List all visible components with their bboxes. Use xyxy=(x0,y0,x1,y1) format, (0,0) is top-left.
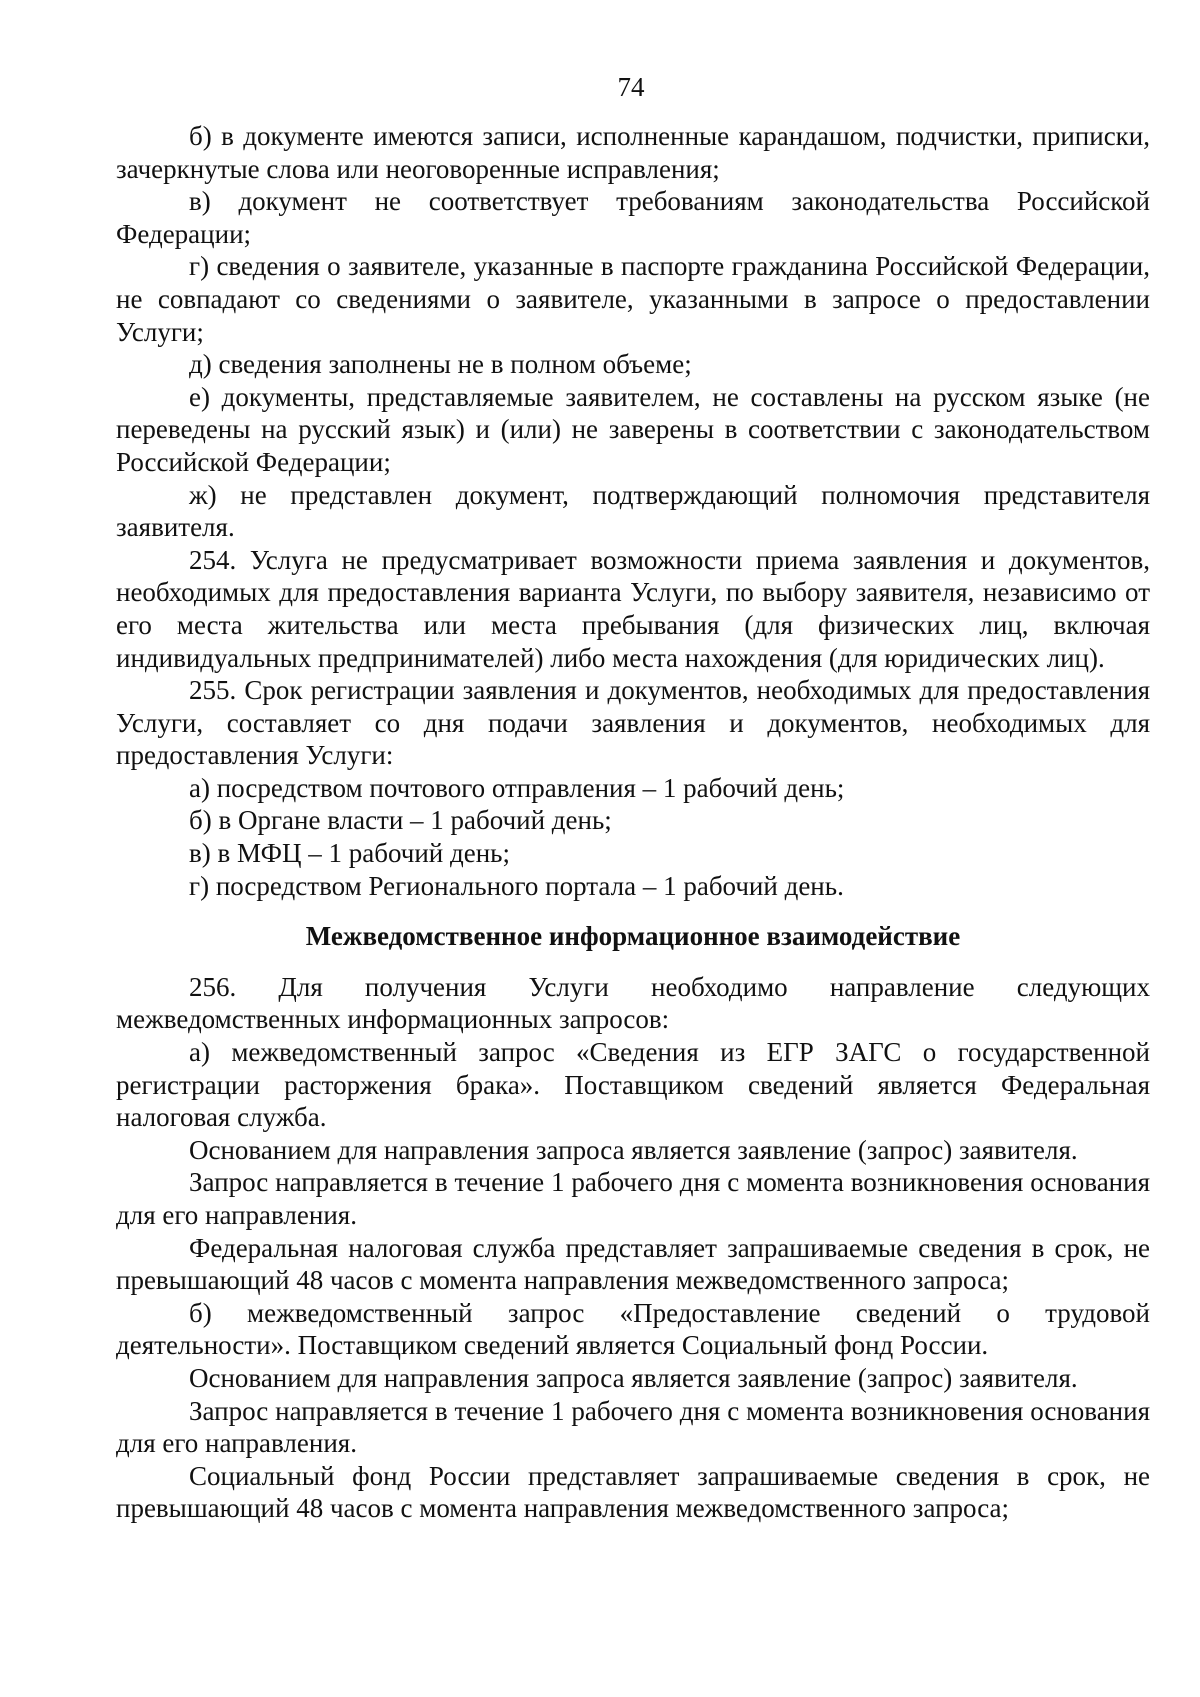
paragraph-item-e: е) документы, представляемые заявителем, не составлены на русском языке (не переведены на русский язык) и (или) не заверены в соответствии с законодательством Российской Федерации; xyxy=(116,381,1150,477)
paragraph-fns-deadline: Федеральная налоговая служба представляет запрашиваемые сведения в срок, не превышающий 48 часов с момента направления межведомственного запроса; xyxy=(116,1232,1150,1296)
paragraph-256-item-b: б) межведомственный запрос «Предоставление сведений о трудовой деятельности». Поставщиком сведений является Социальный фонд России. xyxy=(116,1297,1150,1361)
paragraph-256: 256. Для получения Услуги необходимо направление следующих межведомственных информационных запросов: xyxy=(116,971,1150,1035)
paragraph-255-item-v: в) в МФЦ – 1 рабочий день; xyxy=(189,838,510,869)
paragraph-255-item-b: б) в Органе власти – 1 рабочий день; xyxy=(189,805,612,836)
paragraph-255-item-a: а) посредством почтового отправления – 1 рабочий день; xyxy=(189,772,845,803)
paragraph-254: 254. Услуга не предусматривает возможности приема заявления и документов, необходимых для предоставления варианта Услуги, по выбору заявителя, независимо от его места жительства или места пребывания (для физических лиц, включая индивидуальных предпринимателей) либо места нахождения (для юридических лиц). xyxy=(116,544,1150,673)
paragraph-basis-2: Основанием для направления запроса является заявление (запрос) заявителя. xyxy=(189,1362,1078,1393)
paragraph-item-v: в) документ не соответствует требованиям законодательства Российской Федерации; xyxy=(116,186,1150,249)
paragraph-item-b: б) в документе имеются записи, исполненные карандашом, подчистки, приписки, зачеркнутые слова или неоговоренные исправления; xyxy=(116,121,1150,184)
page-content xyxy=(116,120,1150,1525)
paragraph-item-zh: ж) не представлен документ, подтверждающий полномочия представителя заявителя. xyxy=(116,479,1150,543)
paragraph-basis-1: Основанием для направления запроса является заявление (запрос) заявителя. xyxy=(189,1134,1078,1165)
paragraph-request-timing-1: Запрос направляется в течение 1 рабочего дня с момента возникновения основания для его направления. xyxy=(116,1167,1150,1230)
paragraph-sfr-deadline: Социальный фонд России представляет запрашиваемые сведения в срок, не превышающий 48 часов с момента направления межведомственного запроса; xyxy=(116,1460,1150,1524)
page-number: 74 xyxy=(617,72,645,102)
paragraph-item-g: г) сведения о заявителе, указанные в паспорте гражданина Российской Федерации, не совпадают со сведениями о заявителе, указанными в запросе о предоставлении Услуги; xyxy=(116,251,1150,347)
section-heading: Межведомственное информационное взаимодействие xyxy=(305,921,961,952)
paragraph-request-timing-2: Запрос направляется в течение 1 рабочего дня с момента возникновения основания для его направления. xyxy=(116,1395,1150,1459)
paragraph-item-d: д) сведения заполнены не в полном объеме; xyxy=(189,349,692,380)
paragraph-256-item-a: а) межведомственный запрос «Сведения из ЕГР ЗАГС о государственной регистрации расторжения брака». Поставщиком сведений является Федеральная налоговая служба. xyxy=(116,1037,1150,1133)
paragraph-255: 255. Срок регистрации заявления и документов, необходимых для предоставления Услуги, составляет со дня подачи заявления и документов, необходимых для предоставления Услуги: xyxy=(116,675,1150,771)
paragraph-255-item-g: г) посредством Регионального портала – 1 рабочий день. xyxy=(189,870,844,901)
